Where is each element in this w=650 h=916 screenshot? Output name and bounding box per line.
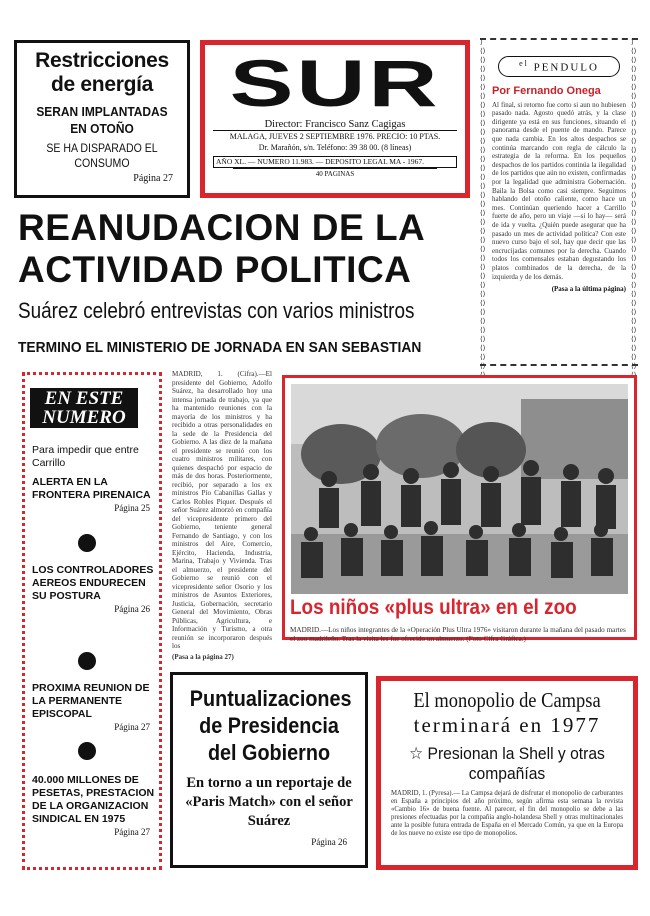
sidebar-item-frontera [32,476,156,515]
zoo-children-photo [291,384,628,594]
in-this-issue-badge: EN ESTE NUMERO [30,388,138,428]
sidebar-item-page: Página 27 [114,722,150,732]
sidebar-item-text: PROXIMA REUNION DE LA PERMANENTE EPISCOPAL [32,682,150,720]
sidebar-item-text: 40.000 MILLONES DE PESETAS, PRESTACION DE LA ORGANIZACION SINDICAL EN 1975 [32,774,155,825]
pendulo-text: Al final, si retorno fue corto si aun no hubiesen pasado nada. Agosto quedó atrás, y la clase dirigente ya está en sus funciones, situando el panorama desde el puente de mando. Parece que nada cambia. En los altos despachos se continúa marcando con regla de cálculo la estrategia de la reforma. En los pequeños despachos de los partidos continúa la ilegalidad de los partidos que aún no existen, confirmadas por la legalidad que administra Gobernación. Baila la Bolsa como casi siempre. Seguimos hablando del otoño caliente, como hace un mes. Continúan queriendo hacer a Carrillo fuerte de año, pero un viaje —si lo hay— será de ida y vuelta. ¿Quién puede asegurar que ha pasado un mes de actividad política? Con este nuevo curso bajo el sol, hay que decir que las encrucijadas comunes por la derecha. Cuando todos los comensales estaban degustando los platos combinados de la derecha, de la izquierda y de los demás. [492,100,626,281]
suarez-article [172,370,272,700]
bullet-dot [78,534,96,552]
sidebar-item-text: Para impedir que entre Carrillo [32,444,139,469]
zoo-photo-subcaption: MADRID.—Los niños integrantes de la «Operación Plus Ultra 1976» visitaron durante la mañana del pasado martes el zoo madrileño. Tras la visita les fue ofrecido un almuerzo. (Foto Cifra Gráfica.) [290,626,626,643]
star-icon: ☆ [409,744,428,763]
puntualizaciones-box [170,672,368,868]
energy-subtitle-line3: SE HA DISPARADO EL CONSUMO [46,141,158,170]
sidebar-item-page: Página 26 [114,604,150,614]
pages-line: 40 PAGINAS [233,168,437,179]
campsa-box [376,676,638,870]
zigzag-border-left: ⟩⟨⟩⟨⟩⟨⟩⟨⟩⟨⟩⟨⟩⟨⟩⟨⟩⟨⟩⟨⟩⟨⟩⟨⟩⟨⟩⟨⟩⟨⟩⟨⟩⟨⟩⟨⟩⟨⟩⟨⟩⟨⟩⟨⟩⟨⟩⟨⟩⟨⟩⟨⟩⟨⟩⟨⟩⟨⟩⟨⟩⟨⟩⟨⟩⟨⟩⟨⟩⟨⟩⟨⟩⟨⟩ [480,38,486,379]
director-line: Director: Francisco Sanz Cagigas [264,119,406,130]
pendulo-column [480,38,638,379]
article-footnote: (Pasa a la página 27) [172,652,234,661]
pendulo-footnote: (Pasa a la última página) [551,285,626,294]
sidebar-item-sindical [32,774,156,839]
sidebar-item-page: Página 25 [114,503,150,513]
article-text: MADRID, 1. (Cifra).—El presidente del Gobierno, Adolfo Suárez, ha desarrollado hoy una intensa jornada de trabajo, ya que ha mantenido reuniones con la mayoría de los ministros y ha recibido a otras personalidades en la sede de la Presidencia del Gobierno. A las diez de la mañana el presidente se reunió con los cuatro ministros militares, con quienes despachó por espacio de más de dos horas. Posteriormente, recibió, por separado a los ex ministros Pío Cabanillas Gallas y Carlos Robles Piquer. Después el señor Suárez almorzó en compañía del vicepresidente primero del Gobierno, teniente general Fernando de Santiago, y con los ministros del Aire, Comercio, Ejército, Hacienda, Industria, Marina, Trabajo y Vivienda. Tras el almuerzo, el presidente del Gobierno se reunió con el vicepresidente señor Osorio y los ministros de Asuntos Exteriores, Justicia, Gobernación, secretario General del Movimiento, Obras Públicas, Agricultura, e Información y Turismo, a otra reunión se incorporaron después los [172,370,272,650]
main-headline: REANUDACION DE LA ACTIVIDAD POLITICA [18,207,424,290]
masthead [200,40,470,198]
sidebar-item-controladores [32,564,156,616]
sidebar-item-text: ALERTA EN LA FRONTERA PIRENAICA [32,476,151,501]
campsa-subtitle [397,744,618,784]
puntualizaciones-title: Puntualizaciones de Presidencia del Gobierno [189,686,352,765]
bullet-dot [78,742,96,760]
issue-line: AÑO XL. — NUMERO 11.983. — DEPOSITO LEGAL MA - 1967. [213,156,457,168]
energy-subtitle-line2: EN OTOÑO [70,121,134,136]
date-line: MALAGA, JUEVES 2 SEPTIEMBRE 1976. PRECIO: 10 PTAS. [213,130,457,142]
campsa-text: MADRID, 1. (Pyresa).— La Campsa dejará de disfrutar el monopolio de carburantes en España a principios del año próximo, según afirma esta semana la revista «Cambio 16» de buena fuente. Al parecer, el fin del monopolio se debe a las presiones efectuadas por la compañía anglo-holandesa Shell y otras multinacionales ante la posible futura entrada de España en el Mercado Común, ya que en la Europa de los nueve no existe ese tipo de monopolios. [391,790,623,837]
in-this-issue-sidebar [22,372,162,870]
puntualizaciones-page: Página 26 [311,837,347,847]
sidebar-item-page: Página 27 [114,827,150,837]
campsa-title-line1: El monopolio de Campsa [413,688,601,712]
third-headline: TERMINO EL MINISTERIO DE JORNADA EN SAN SEBASTIAN [18,339,422,356]
energy-title-line1: Restricciones [35,49,169,72]
zoo-photo-caption: Los niños «plus ultra» en el zoo [290,596,577,619]
puntualizaciones-subtitle: En torno a un reportaje de «Paris Match» con el señor Suárez [185,775,353,829]
campsa-title-line2: terminará en 1977 [413,713,601,737]
zigzag-border-right: ⟩⟨⟩⟨⟩⟨⟩⟨⟩⟨⟩⟨⟩⟨⟩⟨⟩⟨⟩⟨⟩⟨⟩⟨⟩⟨⟩⟨⟩⟨⟩⟨⟩⟨⟩⟨⟩⟨⟩⟨⟩⟨⟩⟨⟩⟨⟩⟨⟩⟨⟩⟨⟩⟨⟩⟨⟩⟨⟩⟨⟩⟨⟩⟨⟩⟨⟩⟨⟩⟨⟩⟨⟩⟨⟩ [631,38,637,379]
bullet-dot [78,652,96,670]
energy-subtitle-line1: SERAN IMPLANTADAS [36,104,168,119]
sidebar-item-episcopal [32,682,156,734]
newspaper-logo: SUR [229,46,441,120]
campsa-subtitle-text: Presionan la Shell y otras compañías [427,744,605,783]
address-line: Dr. Marañón, s/n. Teléfono: 39 38 00. (8 líneas) [258,143,412,152]
pendulo-title-small: el [519,59,529,68]
pendulo-title-main: PENDULO [533,61,599,74]
sidebar-item-text: LOS CONTROLADORES AEREOS ENDURECEN SU POSTURA [32,564,154,602]
sidebar-item-carrillo [32,444,156,470]
sub-headline: Suárez celebró entrevistas con varios ministros [18,298,415,323]
energy-page-ref: Página 27 [133,173,173,184]
zigzag-border-bottom [480,364,638,368]
energy-title-line2: de energía [50,73,154,96]
pendulo-title [498,56,620,77]
zigzag-border-top [480,38,638,42]
pendulo-byline: Por Fernando Onega [492,84,601,97]
